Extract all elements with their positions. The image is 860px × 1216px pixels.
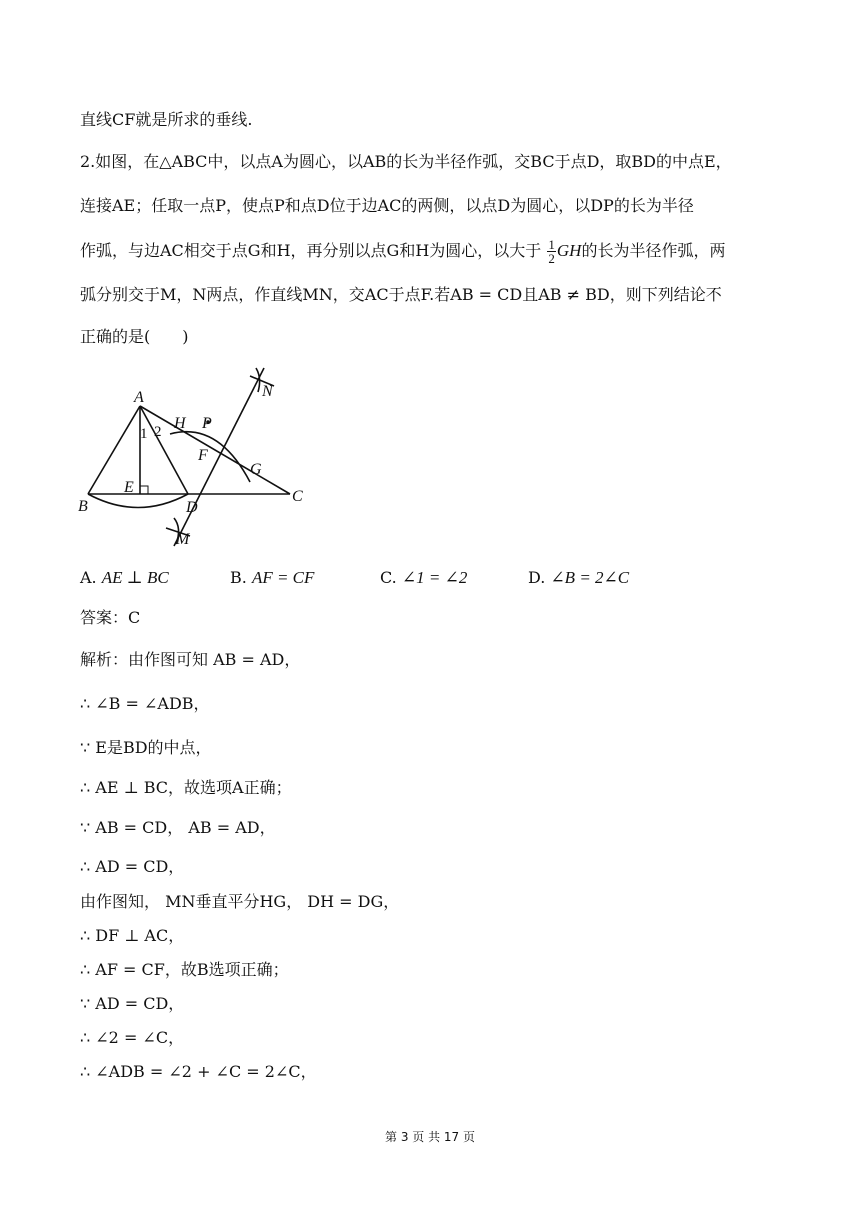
option-a-text: AE ⊥ BC xyxy=(101,568,169,587)
question-line-2: 连接AE；任取一点P，使点P和点D位于边AC的两侧，以点D为圆心，以DP的长为半径 xyxy=(80,196,694,215)
solution-line-9: ∴ AF = CF，故B选项正确； xyxy=(80,960,289,979)
solution-line-11: ∴ ∠2 = ∠C， xyxy=(80,1028,185,1047)
option-c-label: C. xyxy=(380,568,397,587)
previous-solution-tail: 直线CF就是所求的垂线. xyxy=(80,110,253,129)
question-line-4: 弧分别交于M，N两点，作直线MN，交AC于点F.若AB = CD且AB ≠ BD，则下列结论不 xyxy=(80,285,722,304)
question-text-3b: 的长为半径作弧，两 xyxy=(581,241,726,260)
solution-line-10: ∵ AD = CD， xyxy=(80,994,185,1013)
label-h: H xyxy=(174,415,186,432)
option-b-label: B. xyxy=(230,568,247,587)
label-n: N xyxy=(262,383,273,400)
question-number: 2. xyxy=(80,152,96,171)
solution-line-4: ∴ AE ⊥ BC，故选项A正确； xyxy=(80,778,292,797)
label-m: M xyxy=(176,531,190,548)
fraction-numerator: 1 xyxy=(548,237,555,252)
answer-line: 答案：C xyxy=(80,608,141,627)
fraction-denominator: 2 xyxy=(548,251,555,266)
line-mn xyxy=(174,368,264,546)
option-c[interactable] xyxy=(380,566,467,590)
option-d-label: D. xyxy=(528,568,546,587)
label-d: D xyxy=(186,499,198,516)
label-b: B xyxy=(78,498,88,515)
fraction-one-half xyxy=(547,238,556,265)
solution-line-7: 由作图知， MN垂直平分HG， DH = DG， xyxy=(80,892,400,911)
label-e: E xyxy=(124,479,134,496)
page-footer: 第 3 页 共 17 页 xyxy=(385,1130,475,1144)
option-b[interactable] xyxy=(230,566,314,590)
solution-line-3: ∵ E是BD的中点， xyxy=(80,738,212,757)
solution-line-1: 解析：由作图可知 AB = AD， xyxy=(80,650,301,669)
segment-gh: GH xyxy=(556,241,582,260)
solution-line-6: ∴ AD = CD， xyxy=(80,857,185,876)
option-a[interactable] xyxy=(80,566,169,590)
option-a-label: A. xyxy=(80,568,97,587)
question-line-5: 正确的是( ) xyxy=(80,327,189,346)
question-line-3 xyxy=(80,238,725,265)
label-c: C xyxy=(292,488,303,505)
option-d-text: ∠B = 2∠C xyxy=(550,568,630,587)
solution-line-2: ∴ ∠B = ∠ADB， xyxy=(80,694,210,713)
label-g: G xyxy=(250,461,262,478)
option-b-text: AF = CF xyxy=(251,568,315,587)
question-text-3: 作弧，与边AC相交于点G和H，再分别以点G和H为圆心，以大于 xyxy=(80,241,542,260)
question-line-1 xyxy=(80,150,732,174)
label-p: P xyxy=(202,415,212,432)
option-c-text: ∠1 = ∠2 xyxy=(401,568,468,587)
label-angle-1: 1 xyxy=(140,426,148,442)
label-a: A xyxy=(134,389,144,406)
solution-line-5: ∵ AB = CD， AB = AD， xyxy=(80,818,276,837)
solution-line-12: ∴ ∠ADB = ∠2 + ∠C = 2∠C， xyxy=(80,1062,317,1081)
solution-line-8: ∴ DF ⊥ AC， xyxy=(80,926,185,945)
label-f: F xyxy=(198,447,208,464)
question-text-1: 如图，在△ABC中，以点A为圆心，以AB的长为半径作弧，交BC于点D，取BD的中点E， xyxy=(95,152,732,171)
arc-bd xyxy=(88,494,188,508)
option-d[interactable] xyxy=(528,566,629,590)
segment-ac xyxy=(140,406,290,494)
label-angle-2: 2 xyxy=(154,424,162,440)
geometry-figure xyxy=(78,356,318,556)
